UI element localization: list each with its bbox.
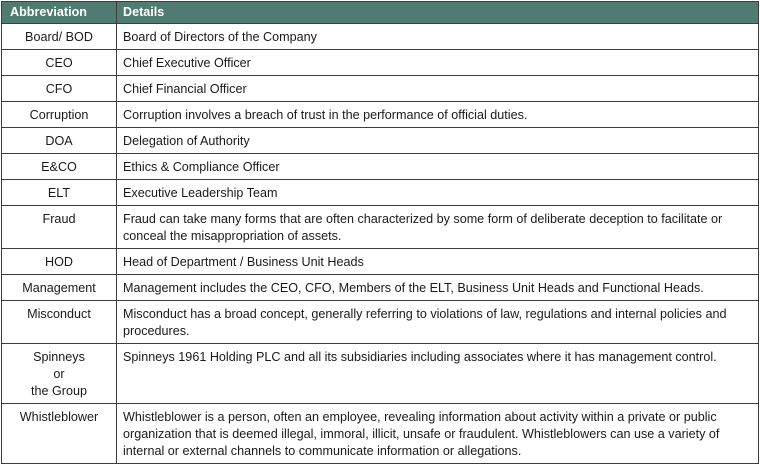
details-cell xyxy=(117,24,759,50)
table-row xyxy=(2,206,759,249)
details-cell xyxy=(117,50,759,76)
table-row xyxy=(2,249,759,275)
details-text: internal or external channels to communicate information or allegations. xyxy=(123,444,522,458)
details-text: Head of Department / Business Unit Heads xyxy=(123,255,364,269)
abbreviation-cell xyxy=(2,154,117,180)
abbreviation-text: Board/ BOD xyxy=(25,30,93,44)
details-cell xyxy=(117,154,759,180)
details-text: Fraud can take many forms that are often characterized by some form of deliberate deception to facilitate or xyxy=(123,212,723,226)
abbreviation-cell xyxy=(2,50,117,76)
abbreviation-text: E&CO xyxy=(41,160,77,174)
table-row xyxy=(2,275,759,301)
abbreviation-text: DOA xyxy=(45,134,73,148)
abbreviation-text: CEO xyxy=(45,56,73,70)
abbreviation-cell xyxy=(2,249,117,275)
details-text: organization that is deemed illegal, immoral, illicit, unsafe or fraudulent. Whistleblowers can use a variety of xyxy=(123,427,720,441)
details-text: Chief Financial Officer xyxy=(123,82,247,96)
details-cell xyxy=(117,180,759,206)
abbreviations-table-container xyxy=(1,1,758,464)
abbreviation-cell xyxy=(2,206,117,249)
table-row xyxy=(2,76,759,102)
abbreviation-cell xyxy=(2,275,117,301)
abbreviation-cell xyxy=(2,128,117,154)
abbreviation-text: Fraud xyxy=(42,212,76,226)
abbreviation-text: CFO xyxy=(45,82,73,96)
table-row xyxy=(2,24,759,50)
details-cell xyxy=(117,404,759,464)
table-row xyxy=(2,50,759,76)
details-cell xyxy=(117,344,759,404)
details-cell xyxy=(117,249,759,275)
details-cell xyxy=(117,206,759,249)
abbreviation-cell xyxy=(2,76,117,102)
header-details: Details xyxy=(117,2,759,24)
abbreviation-text: ELT xyxy=(47,186,71,200)
abbreviation-text: HOD xyxy=(45,255,73,269)
table-row xyxy=(2,301,759,344)
header-abbreviation: Abbreviation xyxy=(2,2,117,24)
details-cell xyxy=(117,128,759,154)
table-header-row xyxy=(2,2,759,24)
details-text: conceal the misappropriation of assets. xyxy=(123,229,342,243)
abbreviation-text: Misconduct xyxy=(27,307,91,321)
table-row xyxy=(2,404,759,464)
abbreviation-cell xyxy=(2,404,117,464)
table-row xyxy=(2,344,759,404)
details-text: Spinneys 1961 Holding PLC and all its subsidiaries including associates where it has management control. xyxy=(123,350,717,364)
details-text: Delegation of Authority xyxy=(123,134,250,148)
abbreviation-cell xyxy=(2,344,117,404)
abbreviation-text: the Group xyxy=(30,384,87,398)
abbreviation-text: Spinneys xyxy=(33,350,85,364)
abbreviation-text: Management xyxy=(22,281,96,295)
table-row xyxy=(2,154,759,180)
details-text: Chief Executive Officer xyxy=(123,56,251,70)
table-row xyxy=(2,128,759,154)
details-text: Executive Leadership Team xyxy=(123,186,278,200)
table-row xyxy=(2,102,759,128)
abbreviation-cell xyxy=(2,24,117,50)
details-text: Ethics & Compliance Officer xyxy=(123,160,280,174)
details-cell xyxy=(117,301,759,344)
details-cell xyxy=(117,275,759,301)
details-cell xyxy=(117,102,759,128)
details-text: Misconduct has a broad concept, generally referring to violations of law, regulations and internal policies and xyxy=(123,307,727,321)
details-text: Board of Directors of the Company xyxy=(123,30,317,44)
abbreviation-cell xyxy=(2,301,117,344)
abbreviations-table xyxy=(1,1,759,464)
details-text: Whistleblower is a person, often an employee, revealing information about activity within a private or public xyxy=(123,410,717,424)
abbreviation-cell xyxy=(2,180,117,206)
details-text: Corruption involves a breach of trust in the performance of official duties. xyxy=(123,108,528,122)
abbreviation-cell xyxy=(2,102,117,128)
details-text: Management includes the CEO, CFO, Members of the ELT, Business Unit Heads and Functional Heads. xyxy=(123,281,704,295)
abbreviation-text: Whistleblower xyxy=(19,410,99,424)
table-row xyxy=(2,180,759,206)
abbreviation-text: or xyxy=(53,367,65,381)
details-cell xyxy=(117,76,759,102)
abbreviation-text: Corruption xyxy=(29,108,89,122)
details-text: procedures. xyxy=(123,324,190,338)
